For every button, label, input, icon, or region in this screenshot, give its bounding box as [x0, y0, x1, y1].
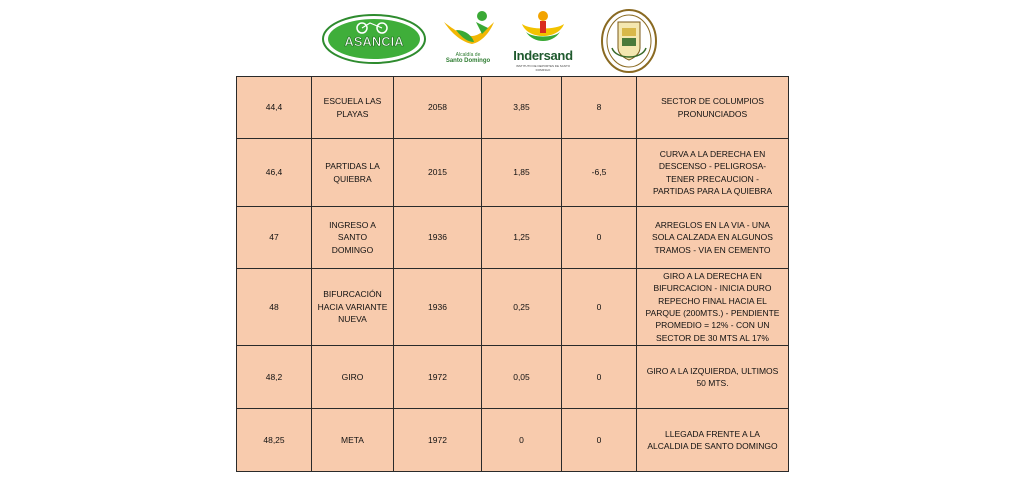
- km-cell: 47: [237, 207, 312, 269]
- notes-cell: SECTOR DE COLUMPIOS PRONUNCIADOS: [637, 77, 789, 139]
- indersand-subtitle: INSTITUTO DE DEPORTES DE SANTO DOMINGO: [515, 64, 571, 72]
- notes-cell: GIRO A LA DERECHA EN BIFURCACION - INICIA DURO REPECHO FINAL HACIA EL PARQUE (200MTS.) - PENDIENTE PROMEDIO = 12% - CON UN SECTOR DE 30 MTS AL 17%: [637, 269, 789, 346]
- distance-cell: 3,85: [482, 77, 562, 139]
- place-cell: GIRO: [312, 345, 394, 408]
- table-row: [237, 77, 789, 139]
- place-cell: BIFURCACIÓN HACIA VARIANTE NUEVA: [312, 269, 394, 346]
- altitude-cell: 1972: [394, 345, 482, 408]
- km-cell: 48,2: [237, 345, 312, 408]
- km-cell: 48,25: [237, 408, 312, 471]
- table-row: [237, 269, 789, 346]
- slope-cell: 8: [562, 77, 637, 139]
- distance-cell: 1,25: [482, 207, 562, 269]
- table-row: [237, 408, 789, 471]
- table-row: [237, 207, 789, 269]
- km-cell: 46,4: [237, 139, 312, 207]
- table-row: [237, 345, 789, 408]
- altitude-cell: 1936: [394, 207, 482, 269]
- altitude-cell: 1972: [394, 408, 482, 471]
- logo-bar: [0, 0, 1024, 76]
- alcaldia-logo: [436, 8, 500, 64]
- place-cell: INGRESO A SANTO DOMINGO: [312, 207, 394, 269]
- distance-cell: 0: [482, 408, 562, 471]
- distance-cell: 1,85: [482, 139, 562, 207]
- altitude-cell: 1936: [394, 269, 482, 346]
- asancia-logo: [322, 14, 426, 64]
- distance-cell: 0,25: [482, 269, 562, 346]
- route-table: [236, 76, 789, 472]
- alcaldia-caption-main: Santo Domingo: [445, 58, 491, 64]
- altitude-cell: 2015: [394, 139, 482, 207]
- notes-cell: GIRO A LA IZQUIERDA, ULTIMOS 50 MTS.: [637, 345, 789, 408]
- municipal-seal: [600, 8, 658, 74]
- place-cell: PARTIDAS LA QUIEBRA: [312, 139, 394, 207]
- distance-cell: 0,05: [482, 345, 562, 408]
- slope-cell: 0: [562, 408, 637, 471]
- km-cell: 44,4: [237, 77, 312, 139]
- place-cell: ESCUELA LAS PLAYAS: [312, 77, 394, 139]
- slope-cell: 0: [562, 269, 637, 346]
- alcaldia-caption-small: Alcaldía de: [455, 52, 481, 58]
- altitude-cell: 2058: [394, 77, 482, 139]
- notes-cell: LLEGADA FRENTE A LA ALCALDIA DE SANTO DOMINGO: [637, 408, 789, 471]
- slope-cell: 0: [562, 207, 637, 269]
- table-row: [237, 139, 789, 207]
- notes-cell: ARREGLOS EN LA VIA - UNA SOLA CALZADA EN ALGUNOS TRAMOS - VIA EN CEMENTO: [637, 207, 789, 269]
- place-cell: META: [312, 408, 394, 471]
- indersand-wordmark: Indersand: [513, 48, 573, 63]
- indersand-logo: [512, 10, 574, 72]
- slope-cell: -6,5: [562, 139, 637, 207]
- km-cell: 48: [237, 269, 312, 346]
- slope-cell: 0: [562, 345, 637, 408]
- asancia-logo-text: ASANCIA: [344, 34, 404, 49]
- notes-cell: CURVA A LA DERECHA EN DESCENSO - PELIGROSA-TENER PRECAUCION - PARTIDAS PARA LA QUIEBRA: [637, 139, 789, 207]
